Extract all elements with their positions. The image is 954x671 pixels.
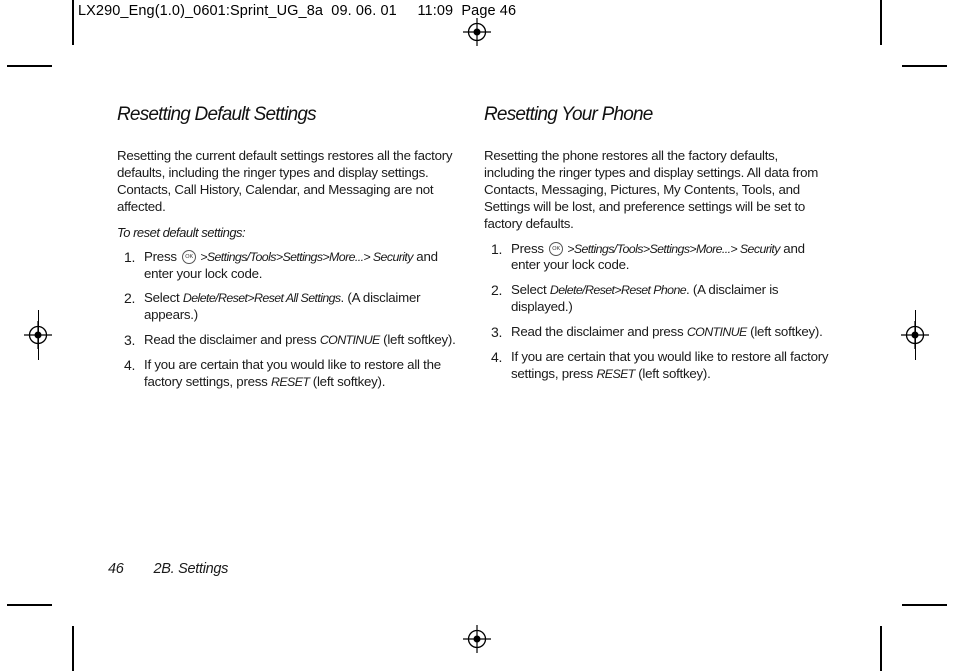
page-footer [108,561,228,577]
procedure-lead: To reset default settings: [117,224,246,240]
step-text: Press [144,248,177,264]
step-number: 4. [124,357,136,374]
list-item [117,332,462,349]
steps-list [117,249,462,391]
section-title: Resetting Your Phone [484,104,653,125]
softkey-label: RESET [596,366,635,381]
crop-mark [7,65,52,67]
step-text-post: (left softkey). [309,374,386,390]
step-number: 1. [491,240,503,257]
step-text-post: and enter your lock code. [511,240,805,273]
step-text: Select [511,282,547,298]
list-item [484,282,829,316]
section-intro: Resetting the current default settings restores all the factory defaults, including the ringer types and display settings. Contacts, Call History, Calendar, and Messaging are not affected. [117,148,453,214]
crop-mark [72,626,74,671]
crop-mark [902,604,947,606]
step-text-post: . (A disclaimer is displayed.) [511,282,779,315]
menu-ok-key-icon: OK [182,250,196,264]
step-text: Press [511,240,544,256]
registration-mark-icon [463,18,491,46]
section-name: 2B. Settings [153,561,229,577]
page-number: 46 [108,561,124,577]
step-text-post: (left softkey). [379,332,456,348]
step-number: 2. [491,282,503,299]
step-text: Read the disclaimer and press [144,332,317,348]
section-title: Resetting Default Settings [117,104,316,125]
step-text: Read the disclaimer and press [511,324,684,340]
menu-ok-key-icon: OK [549,242,563,256]
section-reset-default-settings [117,104,462,399]
softkey-label: CONTINUE [319,333,380,348]
crop-mark [38,310,39,360]
menu-path: >Settings/Tools>Settings>More...> Security [200,249,413,264]
softkey-label: CONTINUE [686,325,747,340]
step-text: Select [144,290,180,306]
step-number: 1. [124,248,136,265]
list-item [484,241,829,275]
print-slug-line: LX290_Eng(1.0)_0601:Sprint_UG_8a 09. 06. 01 11:09 Page 46 [78,3,517,19]
section-intro: Resetting the phone restores all the factory defaults, including the ringer types and display settings. All data from Contacts, Messaging, Pictures, My Contents, Tools, and Settings will be lost, and preference settings will be set to factory defaults. [484,148,819,231]
list-item [484,349,829,383]
step-number: 3. [124,332,136,349]
softkey-label: RESET [271,375,310,390]
step-text-post: . (A disclaimer appears.) [144,290,421,323]
step-number: 3. [491,324,503,341]
section-reset-phone [484,104,829,391]
list-item [117,357,462,391]
crop-mark [72,0,74,45]
step-text-post: (left softkey). [634,365,711,381]
list-item [117,290,462,324]
crop-mark [880,0,882,45]
step-number: 2. [124,290,136,307]
step-text: If you are certain that you would like to restore all the factory settings, press [144,357,441,390]
step-text: If you are certain that you would like to restore all factory settings, press [511,349,829,381]
list-item [484,324,829,341]
menu-path: Delete/Reset>Reset All Settings [182,291,341,306]
menu-path: >Settings/Tools>Settings>More...> Security [567,241,780,256]
steps-list [484,241,829,383]
menu-path: Delete/Reset>Reset Phone [549,283,687,298]
crop-mark [880,626,882,671]
step-number: 4. [491,349,503,366]
step-text-post: and enter your lock code. [144,248,438,281]
crop-mark [7,604,52,606]
step-text-post: (left softkey). [746,324,823,340]
list-item [117,249,462,283]
crop-mark [902,65,947,67]
crop-mark [915,310,916,360]
registration-mark-icon [463,625,491,653]
